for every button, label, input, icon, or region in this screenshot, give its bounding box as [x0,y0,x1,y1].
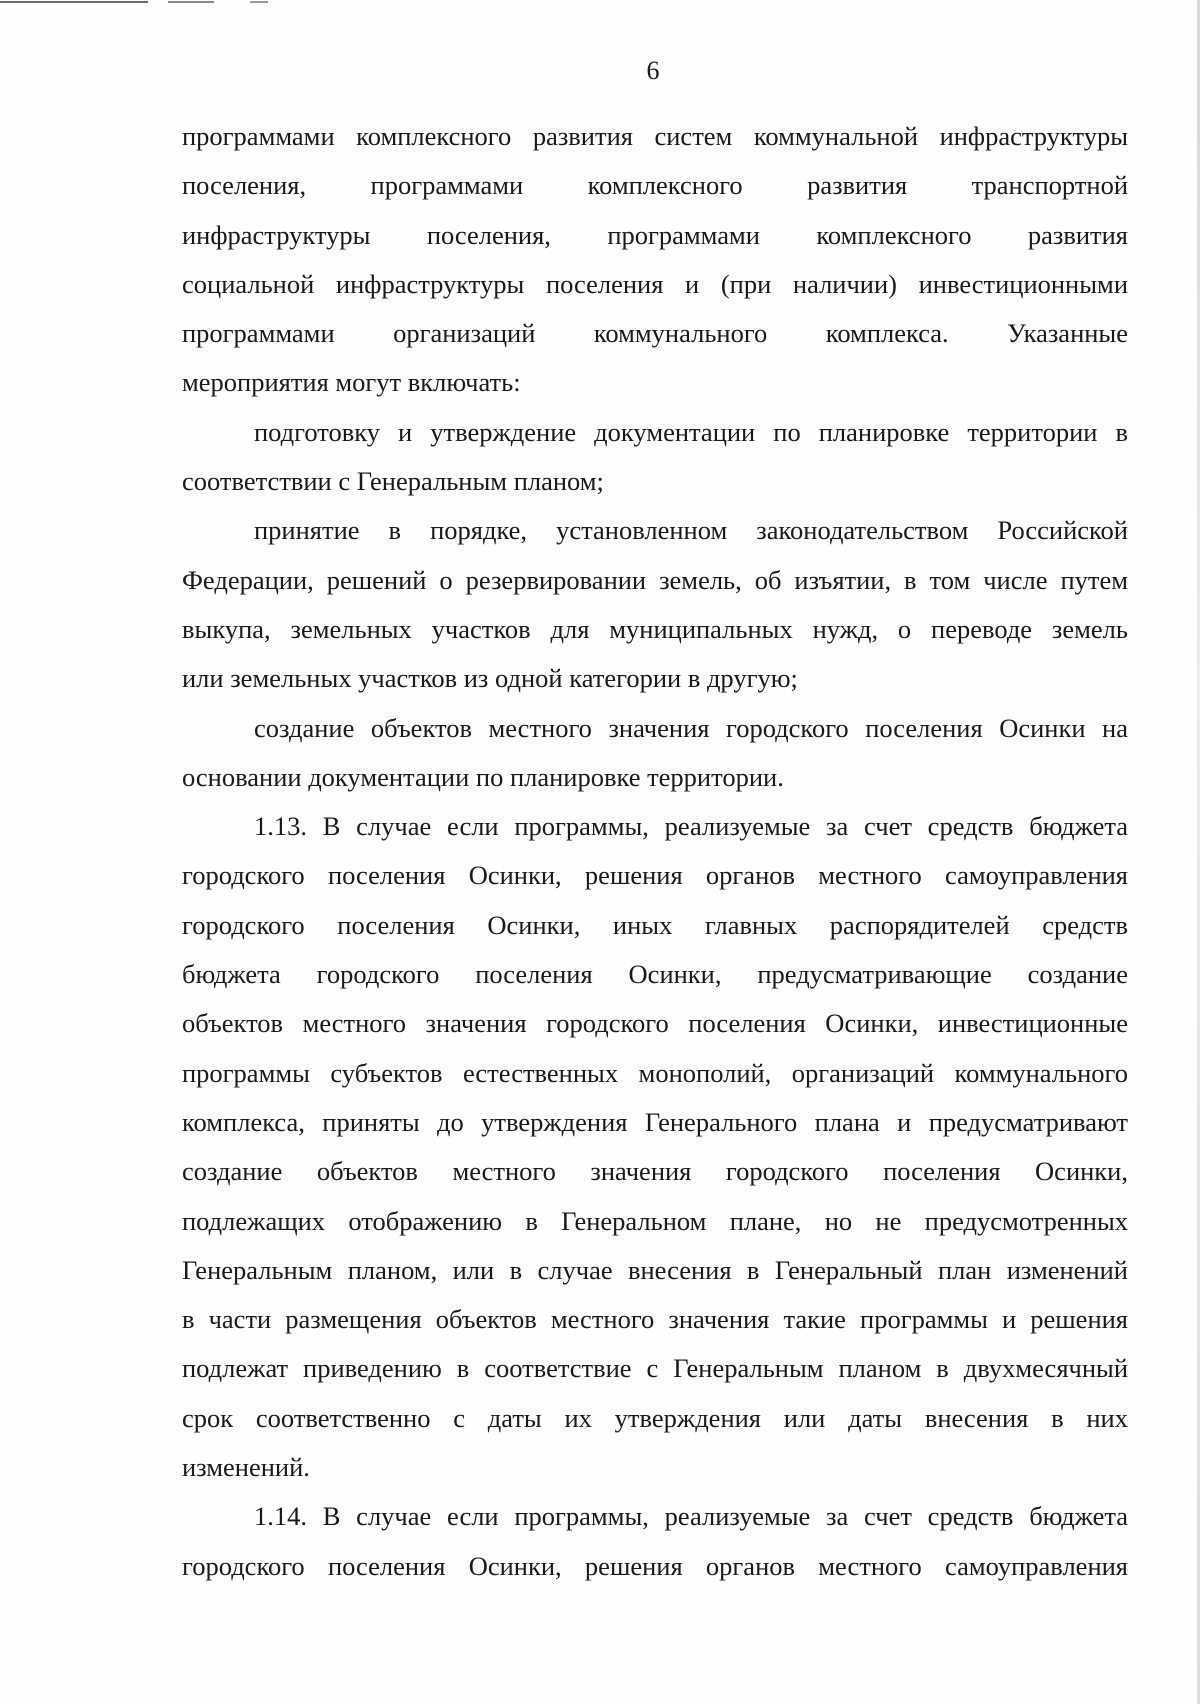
scan-artifact-line [250,1,268,3]
text-line: подлежат приведению в соответствие с Генеральным планом в двухмесячный [182,1353,1128,1384]
text-line: создание объектов местного значения городского поселения Осинки, [182,1156,1128,1187]
text-line: основании документации по планировке территории. [182,761,784,792]
text-line: мероприятия могут включать: [182,367,521,398]
scan-artifact-line [0,1,148,3]
text-line: городского поселения Осинки, решения органов местного самоуправления [182,1550,1128,1581]
text-line: поселения, программами комплексного развития транспортной [182,170,1128,201]
text-line: принятие в порядке, установленном законодательством Российской [254,515,1128,546]
text-line: соответствии с Генеральным планом; [182,466,604,497]
text-line: программами комплексного развития систем коммунальной инфраструктуры [182,121,1128,151]
scan-artifact-line [168,1,214,3]
text-line: Генеральным планом, или в случае внесения в Генеральный план изменений [182,1254,1128,1285]
text-line: выкупа, земельных участков для муниципальных нужд, о переводе земель [182,613,1128,644]
text-line: объектов местного значения городского поселения Осинки, инвестиционные [182,1008,1128,1039]
text-line: создание объектов местного значения городского поселения Осинки на [254,712,1128,743]
text-line: в части размещения объектов местного значения такие программы и решения [182,1304,1128,1335]
text-line: городского поселения Осинки, решения органов местного самоуправления [182,860,1128,891]
text-line: Федерации, решений о резервировании земель, об изъятии, в том числе путем [182,564,1128,595]
text-line: или земельных участков из одной категории в другую; [182,663,798,694]
document-body [182,112,1128,1591]
text-line: городского поселения Осинки, иных главных распорядителей средств [182,909,1128,940]
text-line: изменений. [182,1452,310,1483]
text-line: комплекса, приняты до утверждения Генерального плана и предусматривают [182,1106,1128,1137]
text-line: инфраструктуры поселения, программами комплексного развития [182,219,1128,250]
text-line: 1.14. В случае если программы, реализуемые за счет средств бюджета [254,1501,1128,1532]
text-line: подготовку и утверждение документации по планировке территории в [254,416,1128,447]
text-line: программы субъектов естественных монополий, организаций коммунального [182,1057,1128,1088]
text-line: социальной инфраструктуры поселения и (при наличии) инвестиционными [182,268,1128,299]
text-line: срок соответственно с даты их утверждения или даты внесения в них [182,1402,1128,1433]
text-line: программами организаций коммунального комплекса. Указанные [182,318,1128,349]
text-line: подлежащих отображению в Генеральном плане, но не предусмотренных [182,1205,1128,1236]
text-line: 1.13. В случае если программы, реализуемые за счет средств бюджета [254,811,1128,842]
text-line: бюджета городского поселения Осинки, предусматривающие создание [182,959,1128,990]
page-number: 6 [646,56,660,85]
